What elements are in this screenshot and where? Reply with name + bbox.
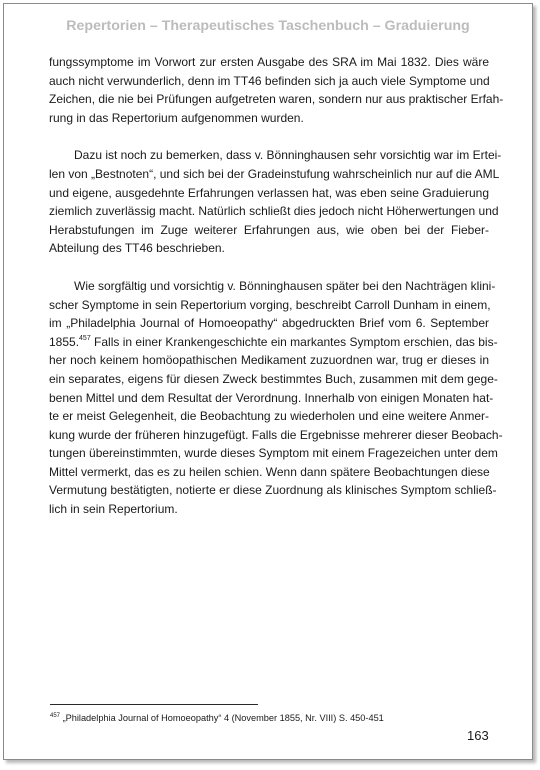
text-line: tungen übereinstimmten, wurde dieses Symptom mit einem Fragezeichen unter dem: [49, 446, 498, 461]
text-segment: 1855.: [49, 334, 80, 349]
text-line: Abteilung des TT46 beschrieben.: [49, 241, 225, 256]
text-line: rung in das Repertorium aufgenommen wurden.: [49, 110, 304, 125]
running-header: Repertorien – Therapeutisches Taschenbuch – Graduierung: [66, 18, 470, 34]
text-line: scher Symptome in sein Repertorium vorging, beschreibt Carroll Dunham in einem,: [49, 297, 491, 312]
footnote-text: „Philadelphia Journal of Homoeopathy“ 4 (November 1855, Nr. VIII) S. 450-451: [60, 713, 384, 723]
paragraph-2: [49, 146, 502, 258]
text-segment: Falls in einer Krankengeschichte ein markantes Symptom erschien, das bis-: [90, 334, 498, 349]
text-line: und eigene, ausgedehnte Erfahrungen verlassen hat, was eben seine Graduierung: [49, 185, 489, 200]
document-page: [3, 3, 533, 760]
page-number: 163: [467, 728, 489, 743]
footnote-number: 457: [50, 713, 61, 719]
footnote-reference[interactable]: 457: [79, 334, 91, 342]
footnote-divider: [50, 704, 258, 705]
text-line: benen Mittel und dem Resultat der Verordnung. Innerhalb von einigen Monaten hat-: [49, 390, 494, 405]
text-line: lich in sein Repertorium.: [49, 502, 178, 517]
text-line: im „Philadelphia Journal of Homoeopathy“ abgedruckten Brief vom 6. September: [49, 316, 489, 331]
text-line: fungssymptome im Vorwort zur ersten Ausgabe des SRA im Mai 1832. Dies wäre: [49, 55, 489, 69]
text-line: Zeichen, die nie bei Prüfungen aufgetreten waren, sondern nur aus praktischer Erfah-: [49, 92, 504, 107]
paragraph-3: [49, 277, 503, 519]
text-line: kung wurde der früheren hinzugefügt. Falls die Ergebnisse mehrerer dieser Beobach-: [49, 427, 503, 442]
text-line: Dazu ist noch zu bemerken, dass v. Bönninghausen sehr vorsichtig war im Ertei-: [74, 148, 502, 163]
footnote: [50, 713, 384, 723]
text-line: her noch keinem homöopathischen Medikament zuzuordnen war, trug er dieses in: [49, 353, 489, 368]
text-line: Vermutung bestätigten, notierte er diese Zuordnung als klinisches Symptom schließ-: [49, 483, 497, 498]
text-line: Wie sorgfältig und vorsichtig v. Bönninghausen später bei den Nachträgen klini-: [74, 278, 496, 293]
text-line: len von „Bestnoten“, und sich bei der Gradeinstufung wahrscheinlich nur auf die AML: [49, 166, 500, 181]
text-line: Mittel vermerkt, das es zu heilen schien. Wenn dann spätere Beobachtungen diese: [49, 464, 490, 479]
paragraph-1: [49, 53, 504, 127]
text-line: ein separates, eigens für diesen Zweck bestimmtes Buch, zusammen mit dem gege-: [49, 371, 498, 386]
body-text: [49, 53, 504, 538]
text-line: Herabstufungen im Zuge weiterer Erfahrungen aus, wie oben bei der Fieber-: [49, 222, 489, 237]
text-line: auch nicht verwunderlich, denn im TT46 befinden sich ja auch viele Symptome und: [49, 73, 490, 88]
text-line: [49, 333, 498, 352]
text-line: ziemlich zuverlässig macht. Natürlich schließt dies jedoch nicht Höherwertungen und: [49, 204, 499, 219]
text-line: te er meist Gelegenheit, die Beobachtung zu wiederholen und eine weitere Anmer-: [49, 409, 489, 424]
